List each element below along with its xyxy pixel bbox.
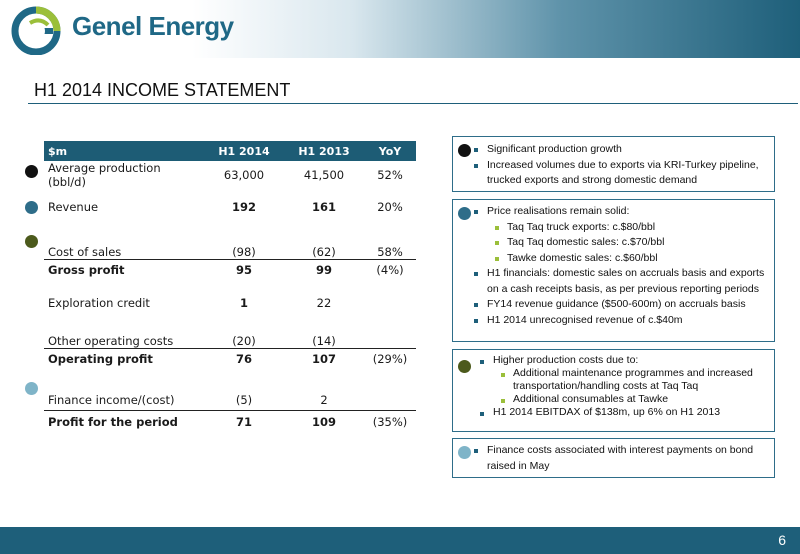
finance-commentary-panel (452, 438, 775, 478)
bullet-item: Significant production growth (465, 142, 768, 158)
table-row (44, 325, 416, 348)
bullet-item: Higher production costs due to: (471, 354, 768, 367)
costs-panel-dot (458, 360, 471, 373)
header-cell: H1 2014 (204, 141, 284, 161)
bullet-item: Increased volumes due to exports via KRI-Turkey pipeline, trucked exports and strong domestic demand (465, 158, 768, 189)
value-h1-2013: 161 (311, 199, 336, 214)
row-label: Revenue (48, 199, 99, 214)
value-yoy (364, 370, 416, 410)
value-h1-2014: 192 (231, 199, 256, 214)
value-h1-2013: 41,500 (303, 168, 345, 182)
value-h1-2014: (20) (232, 333, 256, 348)
value-h1-2014: (5) (235, 392, 253, 407)
costs-commentary-panel (452, 349, 775, 432)
value-h1-2014: 1 (239, 295, 248, 310)
production-commentary-panel (452, 136, 775, 192)
income-statement-table (44, 141, 416, 434)
row-label: Finance income/(cost) (48, 392, 175, 407)
row-label: Cost of sales (48, 244, 122, 259)
bullet-item: H1 financials: domestic sales on accruals basis and exports on a cash receipts basis, as per previous reporting periods (465, 266, 768, 297)
sub-bullet-item: Tawke domestic sales: c.$60/bbl (465, 251, 768, 267)
page-title: H1 2014 INCOME STATEMENT (34, 80, 291, 100)
revenue-marker-dot (25, 201, 38, 214)
table-header-row (44, 141, 416, 161)
title-divider (28, 103, 798, 104)
table-row (44, 189, 416, 224)
row-label: Exploration credit (48, 295, 150, 310)
table-row (44, 410, 416, 434)
sub-bullet-item: Taq Taq domestic sales: c.$70/bbl (465, 235, 768, 251)
value-h1-2014: 71 (204, 410, 284, 434)
value-h1-2014: (98) (232, 244, 256, 259)
bullet-item: H1 2014 unrecognised revenue of c.$40m (465, 313, 768, 329)
table-row (44, 161, 416, 189)
value-h1-2013: (14) (312, 333, 336, 348)
value-yoy: 58% (377, 244, 403, 259)
value-yoy: (29%) (364, 348, 416, 370)
row-label: Average production (bbl/d) (48, 161, 161, 189)
row-label: Gross profit (44, 259, 204, 280)
value-h1-2013: 109 (284, 410, 364, 434)
value-yoy: 20% (377, 199, 403, 214)
bullet-item: Finance costs associated with interest payments on bond raised in May (465, 443, 768, 474)
value-h1-2013: 99 (284, 259, 364, 280)
logo-text: Genel Energy (72, 11, 234, 41)
production-marker-dot (25, 165, 38, 178)
costs-bullets (471, 354, 768, 419)
header-cell: YoY (364, 141, 416, 161)
table-row (44, 280, 416, 325)
table-row (44, 224, 416, 259)
sub-bullet-item: Taq Taq truck exports: c.$80/bbl (465, 220, 768, 236)
value-yoy: 52% (377, 168, 403, 182)
revenue-bullets (465, 204, 768, 328)
finance-bullets (465, 443, 768, 474)
value-yoy: (4%) (364, 259, 416, 280)
footer-band (0, 527, 800, 554)
row-label: Operating profit (44, 348, 204, 370)
genel-logo-icon (6, 3, 70, 55)
production-bullets (465, 142, 768, 189)
value-h1-2013: 107 (284, 348, 364, 370)
value-h1-2014: 76 (204, 348, 284, 370)
revenue-commentary-panel (452, 199, 775, 342)
page-number: 6 (778, 532, 786, 548)
value-yoy (364, 280, 416, 325)
value-h1-2013: 2 (320, 392, 328, 407)
company-logo (6, 3, 266, 55)
value-yoy (364, 325, 416, 348)
value-h1-2013: (62) (312, 244, 336, 259)
value-h1-2014: 95 (204, 259, 284, 280)
cost-marker-dot (25, 235, 38, 248)
row-label: Other operating costs (48, 333, 174, 348)
bullet-item: H1 2014 EBITDAX of $138m, up 6% on H1 2013 (471, 406, 768, 419)
header-cell: $m (44, 141, 204, 161)
sub-bullet-item: Additional maintenance programmes and increased transportation/handling costs at Taq Taq (471, 367, 768, 393)
bullet-item: FY14 revenue guidance ($500-600m) on accruals basis (465, 297, 768, 313)
table-row (44, 259, 416, 280)
bullet-item: Price realisations remain solid: (465, 204, 768, 220)
header-cell: H1 2013 (284, 141, 364, 161)
row-label: Profit for the period (44, 410, 204, 434)
sub-bullet-item: Additional consumables at Tawke (471, 393, 768, 406)
table-row (44, 370, 416, 410)
value-h1-2013: 22 (316, 295, 332, 310)
finance-marker-dot (25, 382, 38, 395)
table-row (44, 348, 416, 370)
value-yoy: (35%) (364, 410, 416, 434)
value-h1-2014: 63,000 (223, 168, 265, 182)
